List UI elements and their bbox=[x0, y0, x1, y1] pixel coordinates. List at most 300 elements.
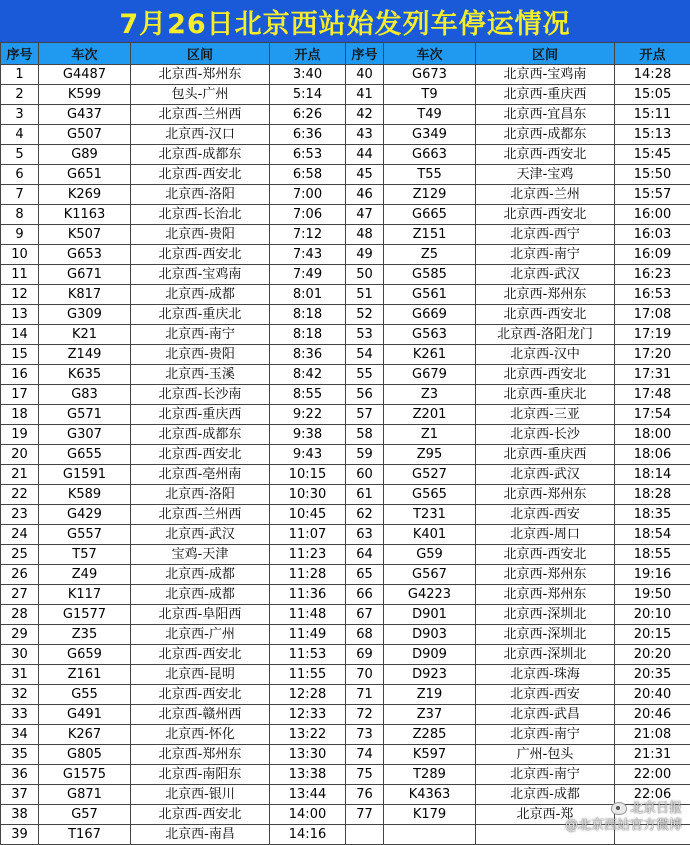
cell-time: 8:01 bbox=[270, 285, 346, 305]
cell-route: 北京西-武汉 bbox=[476, 465, 615, 485]
cell-train: K261 bbox=[384, 345, 476, 365]
schedule-table bbox=[0, 42, 690, 845]
cell-train: G563 bbox=[384, 325, 476, 345]
cell-no: 52 bbox=[346, 305, 384, 325]
cell-route: 北京西-洛阳 bbox=[131, 485, 270, 505]
cell-no: 29 bbox=[1, 625, 39, 645]
cell-train: G4223 bbox=[384, 585, 476, 605]
cell-train: G1591 bbox=[39, 465, 131, 485]
table-row bbox=[1, 505, 690, 525]
cell-route: 北京西-贵阳 bbox=[131, 345, 270, 365]
cell-no: 17 bbox=[1, 385, 39, 405]
cell-no: 26 bbox=[1, 565, 39, 585]
cell-time: 8:42 bbox=[270, 365, 346, 385]
cell-time: 11:53 bbox=[270, 645, 346, 665]
table-row bbox=[1, 125, 690, 145]
table-row bbox=[1, 405, 690, 425]
header-route: 区间 bbox=[476, 43, 615, 65]
cell-time: 13:44 bbox=[270, 785, 346, 805]
cell-time: 14:28 bbox=[615, 65, 690, 85]
cell-no: 48 bbox=[346, 225, 384, 245]
cell-route: 北京西-西安北 bbox=[131, 685, 270, 705]
cell-train: G429 bbox=[39, 505, 131, 525]
cell-train: G89 bbox=[39, 145, 131, 165]
cell-no: 10 bbox=[1, 245, 39, 265]
cell-time: 3:40 bbox=[270, 65, 346, 85]
cell-time: 7:43 bbox=[270, 245, 346, 265]
cell-time: 12:33 bbox=[270, 705, 346, 725]
cell-no: 64 bbox=[346, 545, 384, 565]
cell-no: 18 bbox=[1, 405, 39, 425]
cell-train: T167 bbox=[39, 825, 131, 845]
cell-no: 11 bbox=[1, 265, 39, 285]
cell-no: 75 bbox=[346, 765, 384, 785]
cell-route: 北京西-西安北 bbox=[131, 245, 270, 265]
cell-time: 16:03 bbox=[615, 225, 690, 245]
cell-train: K817 bbox=[39, 285, 131, 305]
cell-route: 北京西-长沙南 bbox=[131, 385, 270, 405]
cell-route: 北京西-深圳北 bbox=[476, 625, 615, 645]
cell-time: 19:16 bbox=[615, 565, 690, 585]
cell-train: G669 bbox=[384, 305, 476, 325]
cell-train: G571 bbox=[39, 405, 131, 425]
cell-route: 天津-宝鸡 bbox=[476, 165, 615, 185]
cell-train: G565 bbox=[384, 485, 476, 505]
cell-time: 20:20 bbox=[615, 645, 690, 665]
cell-route: 北京西-重庆西 bbox=[476, 85, 615, 105]
table-row bbox=[1, 705, 690, 725]
cell-time: 6:36 bbox=[270, 125, 346, 145]
cell-route: 北京西-西安北 bbox=[476, 545, 615, 565]
cell-time: 7:06 bbox=[270, 205, 346, 225]
cell-no: 71 bbox=[346, 685, 384, 705]
cell-time: 12:28 bbox=[270, 685, 346, 705]
cell-train: G671 bbox=[39, 265, 131, 285]
table-row bbox=[1, 165, 690, 185]
cell-time: 6:53 bbox=[270, 145, 346, 165]
cell-route bbox=[476, 825, 615, 845]
cell-train: Z151 bbox=[384, 225, 476, 245]
cell-route: 北京西-郑州东 bbox=[476, 285, 615, 305]
cell-time: 19:50 bbox=[615, 585, 690, 605]
cell-train: Z19 bbox=[384, 685, 476, 705]
header-no: 序号 bbox=[346, 43, 384, 65]
cell-time: 21:08 bbox=[615, 725, 690, 745]
cell-route: 北京西-长治北 bbox=[131, 205, 270, 225]
cell-train: G659 bbox=[39, 645, 131, 665]
cell-route: 北京西-重庆北 bbox=[131, 305, 270, 325]
cell-time: 22:06 bbox=[615, 785, 690, 805]
cell-no: 63 bbox=[346, 525, 384, 545]
cell-time: 20:15 bbox=[615, 625, 690, 645]
cell-train: G55 bbox=[39, 685, 131, 705]
cell-route: 北京西-亳州南 bbox=[131, 465, 270, 485]
cell-no: 32 bbox=[1, 685, 39, 705]
cell-no: 21 bbox=[1, 465, 39, 485]
cell-time: 20:35 bbox=[615, 665, 690, 685]
table-row bbox=[1, 625, 690, 645]
cell-no: 5 bbox=[1, 145, 39, 165]
cell-time: 11:49 bbox=[270, 625, 346, 645]
cell-train: Z1 bbox=[384, 425, 476, 445]
cell-time: 13:22 bbox=[270, 725, 346, 745]
cell-time: 6:26 bbox=[270, 105, 346, 125]
cell-time: 10:15 bbox=[270, 465, 346, 485]
cell-route: 北京西-郑 bbox=[476, 805, 615, 825]
cell-no: 57 bbox=[346, 405, 384, 425]
cell-route: 北京西-成都东 bbox=[131, 425, 270, 445]
cell-time: 14:16 bbox=[270, 825, 346, 845]
cell-time: 5:14 bbox=[270, 85, 346, 105]
table-body bbox=[1, 65, 690, 845]
cell-train: G83 bbox=[39, 385, 131, 405]
table-row bbox=[1, 205, 690, 225]
table-row bbox=[1, 605, 690, 625]
cell-no: 30 bbox=[1, 645, 39, 665]
cell-time: 20:10 bbox=[615, 605, 690, 625]
cell-train: G653 bbox=[39, 245, 131, 265]
cell-no: 59 bbox=[346, 445, 384, 465]
cell-train: G673 bbox=[384, 65, 476, 85]
header-train: 车次 bbox=[384, 43, 476, 65]
cell-time: 17:48 bbox=[615, 385, 690, 405]
cell-route: 北京西-成都 bbox=[131, 285, 270, 305]
table-row bbox=[1, 365, 690, 385]
cell-no: 40 bbox=[346, 65, 384, 85]
cell-route: 北京西-西安北 bbox=[131, 645, 270, 665]
title-bar bbox=[0, 0, 690, 42]
cell-route: 北京西-汉中 bbox=[476, 345, 615, 365]
cell-time: 14:00 bbox=[270, 805, 346, 825]
cell-no: 20 bbox=[1, 445, 39, 465]
cell-time: 20:46 bbox=[615, 705, 690, 725]
cell-no: 53 bbox=[346, 325, 384, 345]
table-row bbox=[1, 545, 690, 565]
cell-route: 北京西-郑州东 bbox=[131, 745, 270, 765]
cell-train: Z129 bbox=[384, 185, 476, 205]
cell-time: 11:55 bbox=[270, 665, 346, 685]
cell-route: 北京西-西安北 bbox=[476, 305, 615, 325]
cell-train: D923 bbox=[384, 665, 476, 685]
table-row bbox=[1, 525, 690, 545]
cell-train: T231 bbox=[384, 505, 476, 525]
cell-time: 7:12 bbox=[270, 225, 346, 245]
cell-time: 7:00 bbox=[270, 185, 346, 205]
cell-no: 7 bbox=[1, 185, 39, 205]
cell-route: 北京西-贵阳 bbox=[131, 225, 270, 245]
cell-time: 15:11 bbox=[615, 105, 690, 125]
cell-route: 北京西-成都东 bbox=[131, 145, 270, 165]
cell-route: 北京西-南宁 bbox=[131, 325, 270, 345]
cell-no: 77 bbox=[346, 805, 384, 825]
cell-route: 北京西-郑州东 bbox=[476, 565, 615, 585]
cell-time: 15:45 bbox=[615, 145, 690, 165]
cell-time: 6:58 bbox=[270, 165, 346, 185]
cell-train: T57 bbox=[39, 545, 131, 565]
cell-no: 34 bbox=[1, 725, 39, 745]
cell-no: 36 bbox=[1, 765, 39, 785]
cell-time: 11:23 bbox=[270, 545, 346, 565]
cell-route: 北京西-西安北 bbox=[476, 365, 615, 385]
cell-no: 66 bbox=[346, 585, 384, 605]
table-row bbox=[1, 825, 690, 845]
cell-no: 9 bbox=[1, 225, 39, 245]
cell-time: 18:55 bbox=[615, 545, 690, 565]
cell-train: G1575 bbox=[39, 765, 131, 785]
cell-train: G665 bbox=[384, 205, 476, 225]
cell-route: 北京西-重庆西 bbox=[476, 445, 615, 465]
cell-time: 11:48 bbox=[270, 605, 346, 625]
cell-no: 50 bbox=[346, 265, 384, 285]
cell-route: 北京西-三亚 bbox=[476, 405, 615, 425]
cell-train: G507 bbox=[39, 125, 131, 145]
cell-route: 北京西-兰州 bbox=[476, 185, 615, 205]
cell-no: 47 bbox=[346, 205, 384, 225]
cell-route: 北京西-洛阳龙门 bbox=[476, 325, 615, 345]
cell-no: 39 bbox=[1, 825, 39, 845]
cell-no: 69 bbox=[346, 645, 384, 665]
cell-route: 北京西-武汉 bbox=[131, 525, 270, 545]
cell-no: 74 bbox=[346, 745, 384, 765]
cell-route: 北京西-武昌 bbox=[476, 705, 615, 725]
cell-time: 17:20 bbox=[615, 345, 690, 365]
cell-route: 北京西-西安北 bbox=[131, 445, 270, 465]
cell-time: 21:31 bbox=[615, 745, 690, 765]
cell-no: 2 bbox=[1, 85, 39, 105]
cell-train: G491 bbox=[39, 705, 131, 725]
cell-time: 17:31 bbox=[615, 365, 690, 385]
cell-route: 北京西-怀化 bbox=[131, 725, 270, 745]
cell-train: T55 bbox=[384, 165, 476, 185]
table-row bbox=[1, 325, 690, 345]
cell-time: 15:57 bbox=[615, 185, 690, 205]
cell-route: 北京西-宝鸡南 bbox=[131, 265, 270, 285]
cell-no: 16 bbox=[1, 365, 39, 385]
table-row bbox=[1, 65, 690, 85]
cell-no: 19 bbox=[1, 425, 39, 445]
cell-train: K4363 bbox=[384, 785, 476, 805]
cell-train: K401 bbox=[384, 525, 476, 545]
cell-no: 14 bbox=[1, 325, 39, 345]
cell-route: 北京西-兰州西 bbox=[131, 505, 270, 525]
cell-train: G805 bbox=[39, 745, 131, 765]
cell-time: 10:30 bbox=[270, 485, 346, 505]
cell-time bbox=[615, 825, 690, 845]
cell-train: G871 bbox=[39, 785, 131, 805]
cell-route: 北京西-西安 bbox=[476, 685, 615, 705]
cell-route: 宝鸡-天津 bbox=[131, 545, 270, 565]
cell-time: 16:23 bbox=[615, 265, 690, 285]
cell-route: 北京西-成都 bbox=[131, 585, 270, 605]
cell-no: 49 bbox=[346, 245, 384, 265]
cell-no: 22 bbox=[1, 485, 39, 505]
cell-no: 3 bbox=[1, 105, 39, 125]
cell-route: 北京西-郑州东 bbox=[476, 485, 615, 505]
cell-no: 27 bbox=[1, 585, 39, 605]
cell-train: G651 bbox=[39, 165, 131, 185]
cell-train: G57 bbox=[39, 805, 131, 825]
table-row bbox=[1, 765, 690, 785]
cell-train: G1577 bbox=[39, 605, 131, 625]
cell-time: 20:40 bbox=[615, 685, 690, 705]
cell-train: Z3 bbox=[384, 385, 476, 405]
cell-train: Z49 bbox=[39, 565, 131, 585]
cell-route: 北京西-郑州东 bbox=[476, 585, 615, 605]
cell-time: 10:45 bbox=[270, 505, 346, 525]
cell-no: 51 bbox=[346, 285, 384, 305]
cell-no: 73 bbox=[346, 725, 384, 745]
cell-train: Z149 bbox=[39, 345, 131, 365]
table-row bbox=[1, 665, 690, 685]
cell-train: G309 bbox=[39, 305, 131, 325]
table-row bbox=[1, 425, 690, 445]
cell-no: 4 bbox=[1, 125, 39, 145]
table-row bbox=[1, 685, 690, 705]
cell-route: 北京西-西安北 bbox=[131, 805, 270, 825]
cell-route: 北京西-重庆北 bbox=[476, 385, 615, 405]
header-route: 区间 bbox=[131, 43, 270, 65]
cell-train: G59 bbox=[384, 545, 476, 565]
cell-time: 17:08 bbox=[615, 305, 690, 325]
cell-time: 17:19 bbox=[615, 325, 690, 345]
table-row bbox=[1, 85, 690, 105]
cell-no: 58 bbox=[346, 425, 384, 445]
cell-no: 43 bbox=[346, 125, 384, 145]
cell-route: 北京西-西安北 bbox=[476, 205, 615, 225]
cell-no: 6 bbox=[1, 165, 39, 185]
cell-no: 55 bbox=[346, 365, 384, 385]
cell-route: 广州-包头 bbox=[476, 745, 615, 765]
cell-time: 18:00 bbox=[615, 425, 690, 445]
table-row bbox=[1, 745, 690, 765]
header-train: 车次 bbox=[39, 43, 131, 65]
cell-train: Z201 bbox=[384, 405, 476, 425]
cell-no: 38 bbox=[1, 805, 39, 825]
cell-route: 北京西-南宁 bbox=[476, 765, 615, 785]
table-row bbox=[1, 445, 690, 465]
cell-no: 15 bbox=[1, 345, 39, 365]
cell-train: G585 bbox=[384, 265, 476, 285]
cell-route: 北京西-昆明 bbox=[131, 665, 270, 685]
table-row bbox=[1, 385, 690, 405]
cell-train: K21 bbox=[39, 325, 131, 345]
cell-train: T49 bbox=[384, 105, 476, 125]
cell-route: 北京西-玉溪 bbox=[131, 365, 270, 385]
cell-no: 68 bbox=[346, 625, 384, 645]
cell-no: 60 bbox=[346, 465, 384, 485]
cell-time: 18:06 bbox=[615, 445, 690, 465]
table-row bbox=[1, 245, 690, 265]
cell-route: 北京西-西安 bbox=[476, 505, 615, 525]
cell-no: 12 bbox=[1, 285, 39, 305]
cell-time: 9:43 bbox=[270, 445, 346, 465]
cell-route: 北京西-武汉 bbox=[476, 265, 615, 285]
cell-no: 62 bbox=[346, 505, 384, 525]
cell-train: G655 bbox=[39, 445, 131, 465]
cell-train: D903 bbox=[384, 625, 476, 645]
cell-route: 北京西-周口 bbox=[476, 525, 615, 545]
table-row bbox=[1, 465, 690, 485]
cell-no bbox=[346, 825, 384, 845]
cell-no: 13 bbox=[1, 305, 39, 325]
cell-time: 15:05 bbox=[615, 85, 690, 105]
cell-train: G349 bbox=[384, 125, 476, 145]
page-title: 7月26日北京西站始发列车停运情况 bbox=[119, 2, 570, 41]
cell-train: K1163 bbox=[39, 205, 131, 225]
cell-train: G527 bbox=[384, 465, 476, 485]
cell-no: 67 bbox=[346, 605, 384, 625]
cell-no: 42 bbox=[346, 105, 384, 125]
cell-route: 北京西-阜阳西 bbox=[131, 605, 270, 625]
cell-route: 北京西-宜昌东 bbox=[476, 105, 615, 125]
cell-time bbox=[615, 805, 690, 825]
cell-train: K507 bbox=[39, 225, 131, 245]
cell-time: 18:54 bbox=[615, 525, 690, 545]
cell-train: G437 bbox=[39, 105, 131, 125]
cell-route: 北京西-宝鸡南 bbox=[476, 65, 615, 85]
cell-no: 1 bbox=[1, 65, 39, 85]
cell-no: 76 bbox=[346, 785, 384, 805]
cell-time: 8:55 bbox=[270, 385, 346, 405]
cell-train: G679 bbox=[384, 365, 476, 385]
cell-route: 北京西-洛阳 bbox=[131, 185, 270, 205]
cell-train: Z95 bbox=[384, 445, 476, 465]
cell-no: 54 bbox=[346, 345, 384, 365]
cell-time: 11:07 bbox=[270, 525, 346, 545]
cell-no: 31 bbox=[1, 665, 39, 685]
table-row bbox=[1, 345, 690, 365]
cell-no: 28 bbox=[1, 605, 39, 625]
cell-no: 23 bbox=[1, 505, 39, 525]
cell-train: K179 bbox=[384, 805, 476, 825]
cell-no: 44 bbox=[346, 145, 384, 165]
cell-train: Z285 bbox=[384, 725, 476, 745]
cell-time: 16:09 bbox=[615, 245, 690, 265]
cell-train: K599 bbox=[39, 85, 131, 105]
cell-route: 北京西-南昌 bbox=[131, 825, 270, 845]
cell-train: T9 bbox=[384, 85, 476, 105]
cell-time: 18:35 bbox=[615, 505, 690, 525]
cell-no: 65 bbox=[346, 565, 384, 585]
cell-time: 17:54 bbox=[615, 405, 690, 425]
table-row bbox=[1, 585, 690, 605]
cell-route: 北京西-深圳北 bbox=[476, 645, 615, 665]
cell-route: 北京西-赣州西 bbox=[131, 705, 270, 725]
cell-no: 72 bbox=[346, 705, 384, 725]
cell-no: 25 bbox=[1, 545, 39, 565]
cell-train: K269 bbox=[39, 185, 131, 205]
cell-time: 8:18 bbox=[270, 305, 346, 325]
cell-route: 北京西-西宁 bbox=[476, 225, 615, 245]
table-row bbox=[1, 145, 690, 165]
cell-train: K589 bbox=[39, 485, 131, 505]
cell-train: D901 bbox=[384, 605, 476, 625]
cell-train: Z35 bbox=[39, 625, 131, 645]
cell-time: 13:30 bbox=[270, 745, 346, 765]
cell-route: 北京西-成都 bbox=[131, 565, 270, 585]
cell-no: 37 bbox=[1, 785, 39, 805]
cell-route: 北京西-兰州西 bbox=[131, 105, 270, 125]
header-row bbox=[1, 43, 690, 65]
cell-time: 16:53 bbox=[615, 285, 690, 305]
cell-time: 8:18 bbox=[270, 325, 346, 345]
cell-time: 9:22 bbox=[270, 405, 346, 425]
cell-no: 61 bbox=[346, 485, 384, 505]
cell-train: Z37 bbox=[384, 705, 476, 725]
cell-route: 北京西-南宁 bbox=[476, 245, 615, 265]
cell-no: 24 bbox=[1, 525, 39, 545]
cell-train: Z5 bbox=[384, 245, 476, 265]
